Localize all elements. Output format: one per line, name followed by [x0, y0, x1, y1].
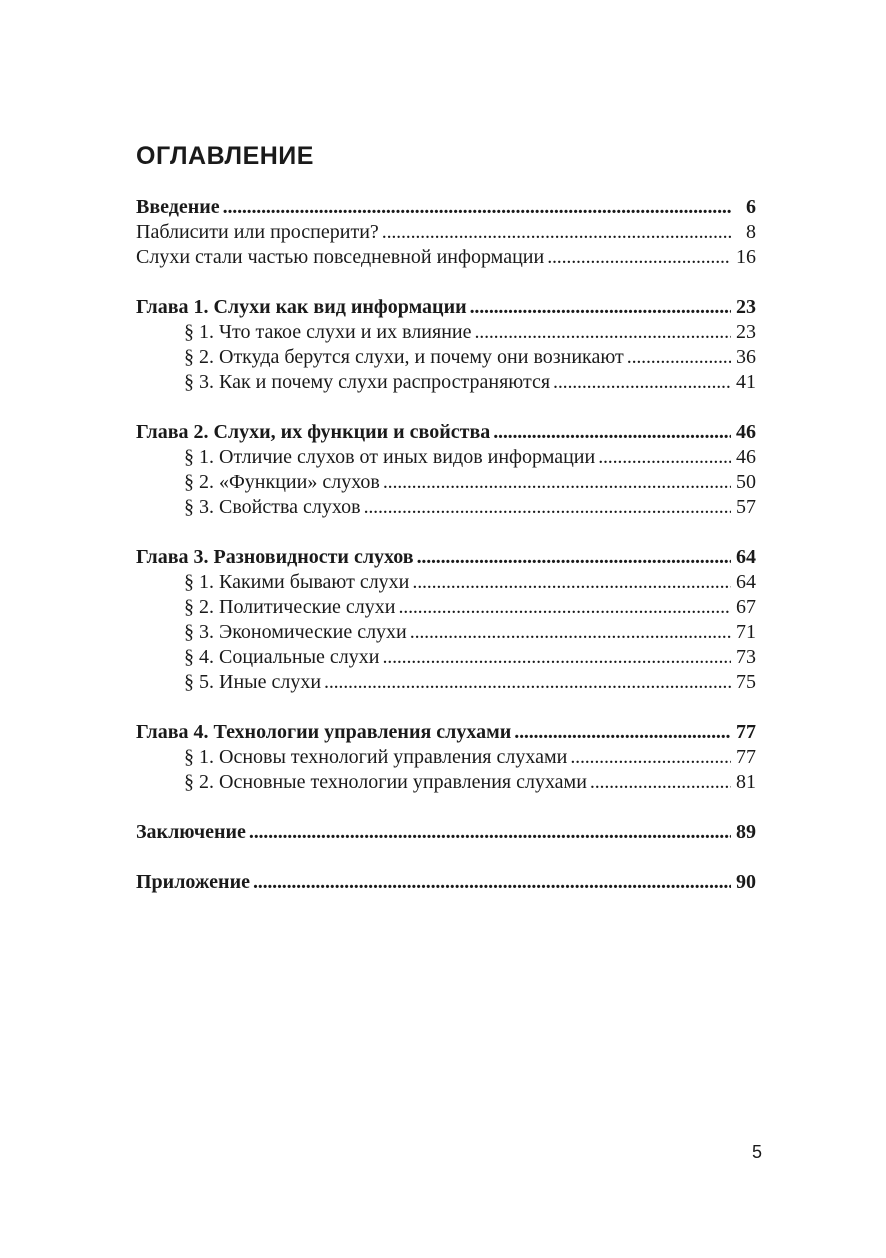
toc-section	[136, 320, 756, 345]
toc-entry-page: 8	[746, 221, 756, 243]
dot-leader	[253, 870, 731, 895]
toc-section	[136, 445, 756, 470]
toc-entry-label: § 2. Основные технологии управления слухами	[184, 771, 587, 793]
dot-leader	[547, 245, 731, 270]
toc-entry-label: Приложение	[136, 871, 250, 893]
dot-leader	[627, 345, 731, 370]
toc-entry-conclusion	[136, 820, 756, 845]
toc-group-conclusion	[136, 820, 756, 845]
toc-chapter-3	[136, 545, 756, 570]
toc-entry-publicity	[136, 220, 756, 245]
toc-entry-label: Глава 1. Слухи как вид информации	[136, 296, 467, 318]
toc-entry-label: Слухи стали частью повседневной информации	[136, 246, 545, 268]
toc-chapter-2	[136, 420, 756, 445]
dot-leader	[514, 720, 731, 745]
toc-chapter-1	[136, 295, 756, 320]
toc-group-chapter-2	[136, 420, 756, 520]
toc-entry-page: 89	[736, 821, 756, 843]
toc-entry-label: § 1. Основы технологий управления слухами	[184, 746, 568, 768]
toc-entry-page: 41	[736, 371, 756, 393]
toc-entry-page: 46	[736, 446, 756, 468]
toc-entry-page: 46	[736, 421, 756, 443]
page-title: ОГЛАВЛЕНИЕ	[136, 142, 314, 170]
dot-leader	[249, 820, 731, 845]
table-of-contents	[136, 195, 756, 920]
toc-section	[136, 570, 756, 595]
toc-entry-page: 81	[736, 771, 756, 793]
dot-leader	[570, 745, 731, 770]
toc-entry-page: 23	[736, 296, 756, 318]
toc-entry-introduction	[136, 195, 756, 220]
dot-leader	[590, 770, 731, 795]
toc-entry-label: § 1. Отличие слухов от иных видов информации	[184, 446, 596, 468]
toc-entry-label: Глава 2. Слухи, их функции и свойства	[136, 421, 491, 443]
toc-section	[136, 670, 756, 695]
dot-leader	[470, 295, 731, 320]
toc-entry-label: Глава 3. Разновидности слухов	[136, 546, 414, 568]
toc-entry-label: § 3. Свойства слухов	[184, 496, 361, 518]
toc-entry-page: 6	[746, 196, 756, 218]
toc-entry-appendix	[136, 870, 756, 895]
dot-leader	[223, 195, 731, 220]
dot-leader	[364, 495, 731, 520]
toc-entry-page: 77	[736, 721, 756, 743]
toc-entry-page: 73	[736, 646, 756, 668]
toc-entry-page: 77	[736, 746, 756, 768]
toc-group-chapter-1	[136, 295, 756, 395]
toc-entry-label: § 1. Что такое слухи и их влияние	[184, 321, 472, 343]
dot-leader	[417, 545, 731, 570]
page-number: 5	[752, 1142, 763, 1162]
toc-entry-page: 67	[736, 596, 756, 618]
toc-chapter-4	[136, 720, 756, 745]
toc-entry-label: § 4. Социальные слухи	[184, 646, 380, 668]
dot-leader	[382, 645, 731, 670]
toc-entry-page: 57	[736, 496, 756, 518]
toc-group-appendix	[136, 870, 756, 895]
dot-leader	[598, 445, 731, 470]
toc-section	[136, 370, 756, 395]
toc-section	[136, 495, 756, 520]
dot-leader	[398, 595, 731, 620]
dot-leader	[410, 620, 731, 645]
toc-group-intro	[136, 195, 756, 270]
dot-leader	[383, 470, 731, 495]
dot-leader	[324, 670, 731, 695]
toc-entry-label: Введение	[136, 196, 220, 218]
toc-entry-label: § 2. «Функции» слухов	[184, 471, 380, 493]
toc-group-chapter-4	[136, 720, 756, 795]
toc-entry-label: § 5. Иные слухи	[184, 671, 322, 693]
toc-entry-label: Заключение	[136, 821, 246, 843]
toc-entry-label: § 3. Экономические слухи	[184, 621, 407, 643]
toc-entry-page: 90	[736, 871, 756, 893]
toc-entry-label: § 2. Политические слухи	[184, 596, 396, 618]
toc-entry-everyday-info	[136, 245, 756, 270]
dot-leader	[412, 570, 731, 595]
toc-entry-label: Глава 4. Технологии управления слухами	[136, 721, 512, 743]
toc-entry-page: 64	[736, 546, 756, 568]
toc-section	[136, 470, 756, 495]
toc-section	[136, 770, 756, 795]
dot-leader	[474, 320, 731, 345]
toc-entry-label: § 3. Как и почему слухи распространяются	[184, 371, 551, 393]
toc-entry-page: 23	[736, 321, 756, 343]
toc-entry-page: 64	[736, 571, 756, 593]
toc-entry-label: § 1. Какими бывают слухи	[184, 571, 410, 593]
toc-section	[136, 745, 756, 770]
toc-entry-page: 75	[736, 671, 756, 693]
toc-group-chapter-3	[136, 545, 756, 695]
dot-leader	[493, 420, 731, 445]
toc-section	[136, 595, 756, 620]
toc-entry-page: 50	[736, 471, 756, 493]
toc-section	[136, 345, 756, 370]
toc-section	[136, 620, 756, 645]
toc-entry-page: 71	[736, 621, 756, 643]
toc-entry-label: § 2. Откуда берутся слухи, и почему они возникают	[184, 346, 624, 368]
dot-leader	[382, 220, 731, 245]
toc-section	[136, 645, 756, 670]
toc-entry-label: Паблисити или просперити?	[136, 221, 379, 243]
toc-entry-page: 16	[736, 246, 756, 268]
dot-leader	[553, 370, 731, 395]
toc-entry-page: 36	[736, 346, 756, 368]
